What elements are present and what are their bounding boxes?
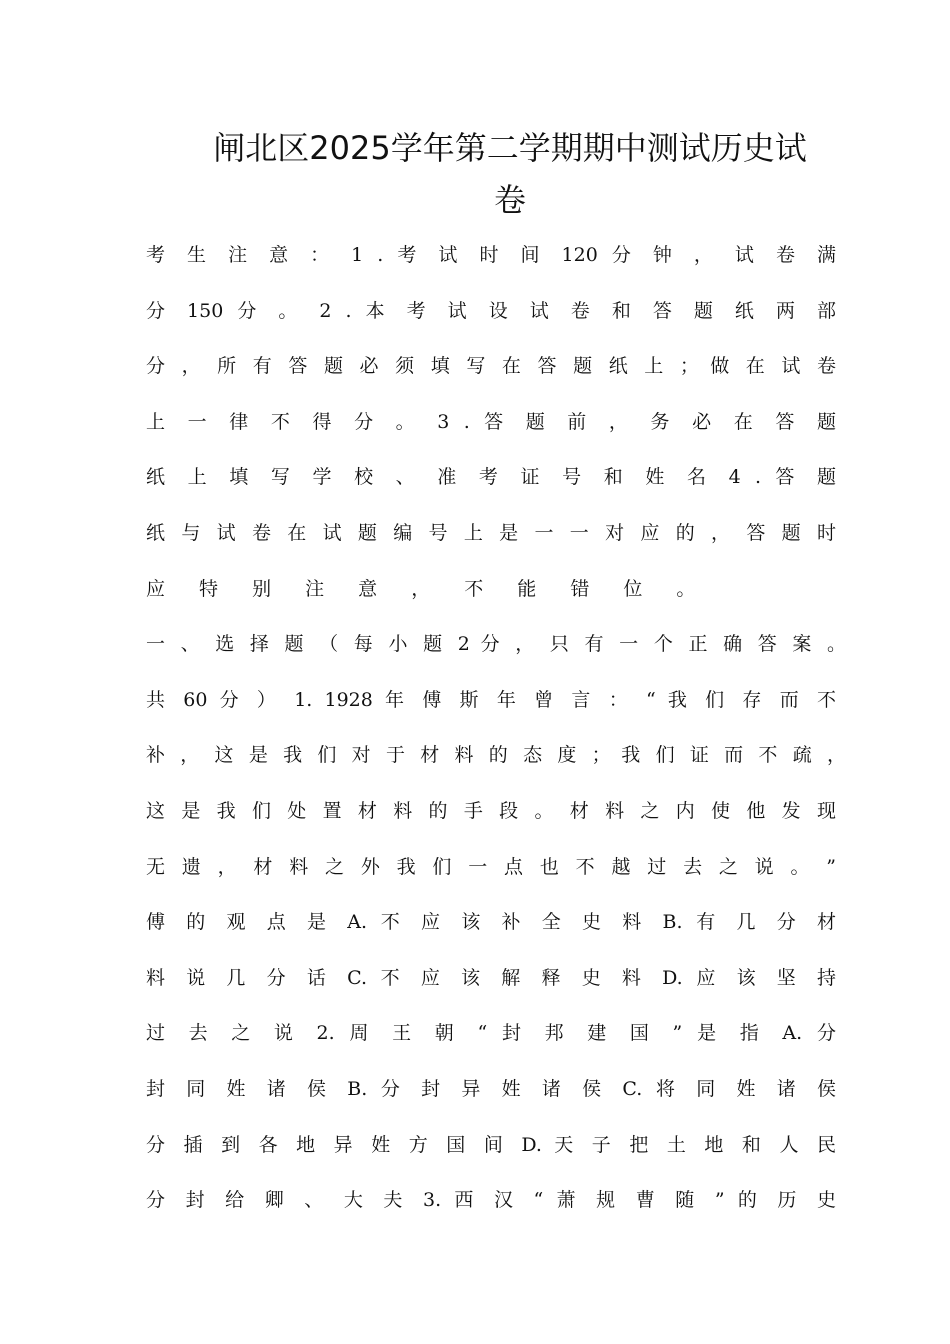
text-line: 料 说 几 分 话 C. 不 应 该 解 释 史 料 D. 应 该 坚 持 <box>146 966 836 989</box>
text-line: 应 特 别 注 意 ， 不 能 错 位 。 <box>146 577 710 600</box>
text-line: 过 去 之 说 2. 周 王 朝 “ 封 邦 建 国 ” 是 指 A. 分 <box>146 1022 836 1045</box>
text-line: 分 150 分 。 2 . 本 考 试 设 试 卷 和 答 题 纸 两 部 <box>146 299 836 322</box>
text-line: 分 ， 所 有 答 题 必 须 填 写 在 答 题 纸 上 ； 做 在 试 卷 <box>146 355 836 378</box>
text-line: 补 ， 这 是 我 们 对 于 材 料 的 态 度 ； 我 们 证 而 不 疏 ， <box>146 744 846 767</box>
section-heading: 一 、 选 择 题 （ 每 小 题 2 分 ， 只 有 一 个 正 确 答 案 。 <box>146 633 846 656</box>
text-line: 考 生 注 意 ： 1 . 考 试 时 间 120 分 钟 ， 试 卷 满 <box>146 244 836 266</box>
text-line: 这 是 我 们 处 置 材 料 的 手 段 。 材 料 之 内 使 他 发 现 <box>146 799 836 822</box>
text-line: 纸 上 填 写 学 校 、 准 考 证 号 和 姓 名 4 . 答 题 <box>146 466 836 489</box>
text-line: 分 封 给 卿 、 大 夫 3. 西 汉 “ 萧 规 曹 随 ” 的 历 史 <box>146 1189 836 1212</box>
title-line-1: 闸北区2025学年第二学期期中测试历史试 <box>213 129 807 167</box>
title-line-2: 卷 <box>493 181 526 219</box>
text-line: 分 插 到 各 地 异 姓 方 国 间 D. 天 子 把 土 地 和 人 民 <box>146 1133 836 1156</box>
text-line: 傅 的 观 点 是 A. 不 应 该 补 全 史 料 B. 有 几 分 材 <box>146 911 836 934</box>
page-title <box>140 122 880 226</box>
text-line: 封 同 姓 诸 侯 B. 分 封 异 姓 诸 侯 C. 将 同 姓 诸 侯 <box>146 1077 836 1100</box>
text-line: 上 一 律 不 得 分 。 3 . 答 题 前 ， 务 必 在 答 题 <box>146 410 836 433</box>
text-line: 纸 与 试 卷 在 试 题 编 号 上 是 一 一 对 应 的 ， 答 题 时 <box>146 521 836 544</box>
text-line: 共 60 分 ） 1. 1928 年 傅 斯 年 曾 言 ： “ 我 们 存 而 不 <box>146 688 836 711</box>
text-line: 无 遗 ， 材 料 之 外 我 们 一 点 也 不 越 过 去 之 说 。 ” <box>146 855 836 878</box>
document-body <box>146 228 846 1229</box>
